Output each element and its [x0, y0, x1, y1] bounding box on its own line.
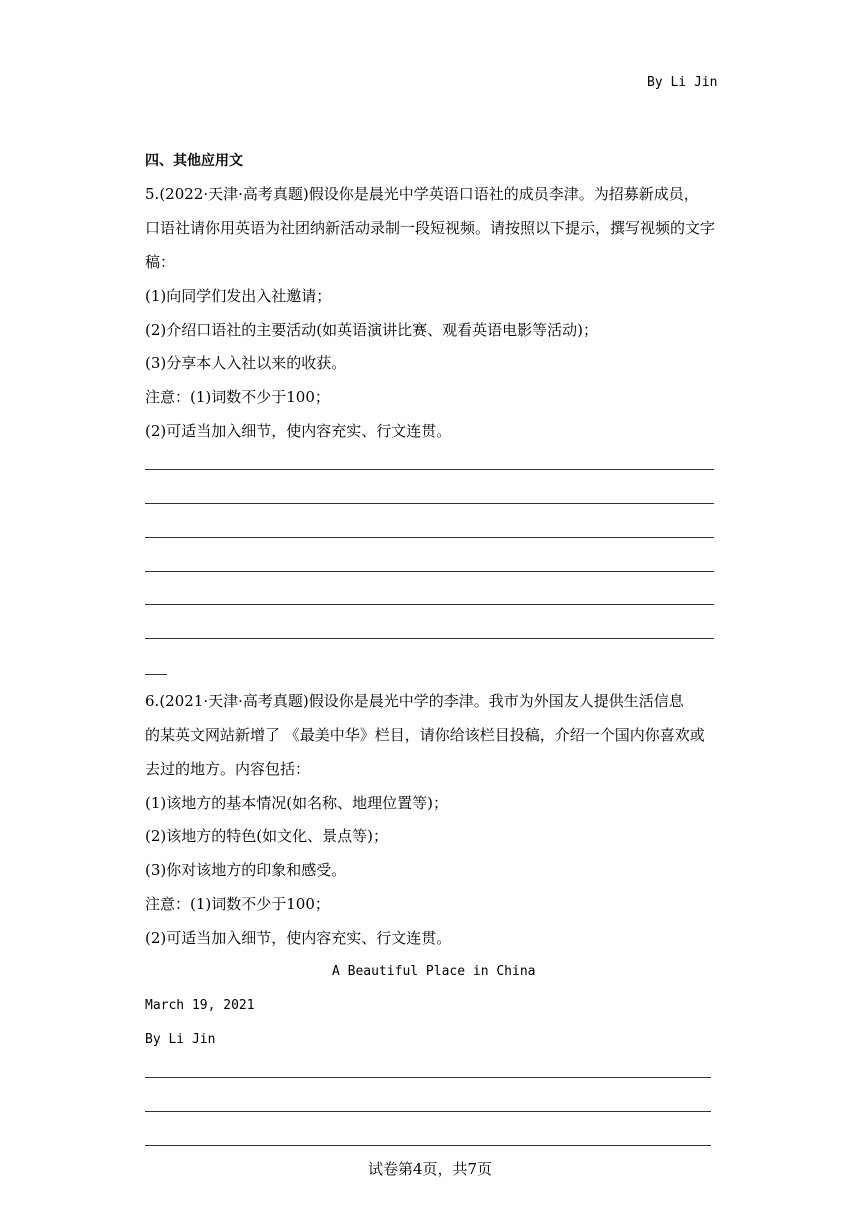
page-footer: 试卷第4页，共7页 — [367, 1160, 493, 1178]
q6-answer-line[interactable] — [145, 1111, 711, 1112]
q5-stem-line-3: 稿： — [145, 253, 176, 271]
q6-stem-text: 假设你是晨光中学的李津。我市为外国友人提供生活信息 — [308, 692, 684, 710]
q6-note-1: 注意：(1)词数不少于100； — [145, 895, 330, 913]
q5-point-3: (3)分享本人入社以来的收获。 — [145, 354, 347, 372]
q6-point-1: (1)该地方的基本情况(如名称、地理位置等)； — [145, 794, 448, 812]
q5-answer-line[interactable] — [145, 604, 714, 605]
q6-stem-line-2: 的某英文网站新增了 《最美中华》栏目，请你给该栏目投稿，介绍一个国内你喜欢或 — [145, 726, 705, 744]
q6-essay-author: By Li Jin — [145, 1032, 216, 1047]
q5-answer-line-end[interactable] — [145, 674, 167, 675]
q6-answer-line[interactable] — [145, 1077, 711, 1078]
q6-point-2: (2)该地方的特色(如文化、景点等)； — [145, 827, 388, 845]
q6-source: (2021·天津·高考真题) — [159, 692, 309, 710]
q5-answer-line[interactable] — [145, 537, 714, 538]
q5-stem-line-2: 口语社请你用英语为社团纳新活动录制一段短视频。请按照以下提示，撰写视频的文字 — [145, 219, 716, 237]
q6-point-3: (3)你对该地方的印象和感受。 — [145, 861, 347, 879]
section-title: 四、其他应用文 — [145, 153, 243, 169]
q5-number: 5. — [145, 185, 160, 203]
q5-source: (2022·天津·高考真题) — [159, 185, 309, 203]
q5-note-1: 注意：(1)词数不少于100； — [145, 388, 330, 406]
q5-point-2: (2)介绍口语社的主要活动(如英语演讲比赛、观看英语电影等活动)； — [145, 321, 598, 339]
q5-answer-line[interactable] — [145, 469, 714, 470]
q6-number: 6. — [145, 692, 160, 710]
q5-point-1: (1)向同学们发出入社邀请； — [145, 287, 332, 305]
q5-answer-line[interactable] — [145, 503, 714, 504]
header-author: By Li Jin — [647, 75, 718, 90]
q6-note-2: (2)可适当加入细节，使内容充实、行文连贯。 — [145, 929, 452, 947]
q6-essay-date: March 19, 2021 — [145, 998, 255, 1013]
q6-answer-line[interactable] — [145, 1145, 711, 1146]
q5-answer-line[interactable] — [145, 638, 714, 639]
q6-stem-line-1 — [145, 691, 684, 711]
q6-stem-line-3: 去过的地方。内容包括： — [145, 760, 311, 778]
q5-answer-line[interactable] — [145, 571, 714, 572]
q6-essay-title: A Beautiful Place in China — [332, 964, 536, 979]
q5-stem-text: 假设你是晨光中学英语口语社的成员李津。为招募新成员， — [308, 185, 699, 203]
q5-note-2: (2)可适当加入细节，使内容充实、行文连贯。 — [145, 422, 452, 440]
q5-stem-line-1 — [145, 184, 699, 204]
